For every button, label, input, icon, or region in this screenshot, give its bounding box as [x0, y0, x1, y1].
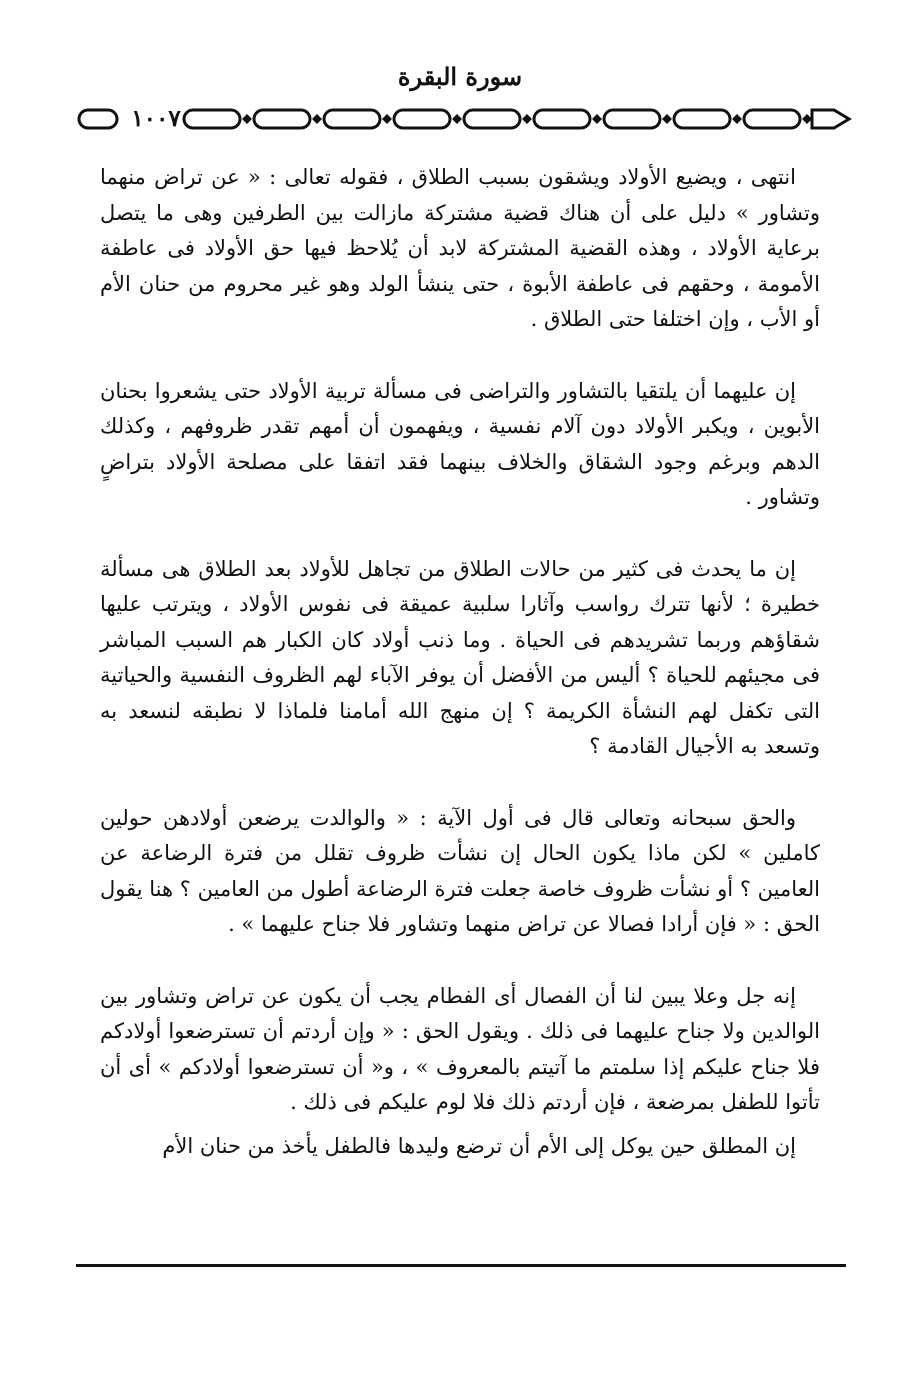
paragraph: والحق سبحانه وتعالى قال فى أول الآية : « والوالدت يرضعن أولادهن حولين كاملين » لكن ماذا يكون الحال إن نشأت ظروف تقلل من فترة الرضاعة عن العامين ؟ أو نشأت ظروف خاصة جعلت فترة الرضاعة أطول من العامين ؟ هنا يقول الحق : « فإن أرادا فصالا عن تراض منهما وتشاور فلا جناح عليهما » .	[100, 805, 820, 936]
paragraph: انتهى ، ويضيع الأولاد ويشقون بسبب الطلاق ، فقوله تعالى : « عن تراض منهما وتشاور » دليل على أن هناك قضية مشتركة مازالت بين الطرفين وهى ما يتصل برعاية الأولاد ، وهذه القضية المشتركة لابد أن يُلاحظ فيها حق الأولاد فى عاطفة الأمومة ، وحقهم فى عاطفة الأبوة ، حتى ينشأ الولد وهو غير محروم من حنان الأم أو الأب ، وإن اختلفا حتى الطلاق .	[100, 165, 820, 331]
body-text	[100, 160, 820, 1200]
paragraph: إن ما يحدث فى كثير من حالات الطلاق من تجاهل للأولاد بعد الطلاق هى مسألة خطيرة ؛ لأنها تترك رواسب وآثارا سلبية عميقة فى نفوس الأولاد ، ويترتب عليها شقاؤهم وربما تشريدهم فى الحياة . وما ذنب أولاد كان الكبار هم السبب المباشر فى مجيئهم للحياة ؟ أليس من الأفضل أن يوفر الآباء لهم الظروف النفسية والحياتية التى تكفل لهم النشأة الكريمة ؟ إن منهج الله أمامنا فلماذا لا نطبقه لنسعد به وتسعد به الأجيال القادمة ؟	[100, 556, 820, 758]
paragraph: إن المطلق حين يوكل إلى الأم أن ترضع وليدها فالطفل يأخذ من حنان الأم	[162, 1133, 796, 1158]
surah-title: سورة البقرة	[397, 62, 523, 91]
footer-rule	[76, 1264, 846, 1267]
paragraph: إنه جل وعلا يبين لنا أن الفصال أى الفطام يجب أن يكون عن تراض وتشاور بين الوالدين ولا جناح عليهما فى ذلك . ويقول الحق : « وإن أردتم أن تسترضعوا أولادكم فلا جناح عليكم إذا سلمتم ما آتيتم بالمعروف » ، و« أن تسترضعوا أولادكم » أى أن تأتوا للطفل بمرضعة ، فإن أردتم ذلك فلا لوم عليكم فى ذلك .	[100, 983, 820, 1114]
paragraph: إن عليهما أن يلتقيا بالتشاور والتراضى فى مسألة تربية الأولاد حتى يشعروا بحنان الأبوين ، ويكبر الأولاد دون آلام نفسية ، ويفهمون أن أمهم تقدر ظروفهم ، وكذلك الدهم وبرغم وجود الشقاق والخلاف بينهما فقد اتفقا على مصلحة الأولاد بتراضٍ وتشاور .	[100, 378, 820, 509]
header-ornament-bar	[76, 102, 852, 138]
page-number: ١٠٠٧	[131, 105, 181, 132]
